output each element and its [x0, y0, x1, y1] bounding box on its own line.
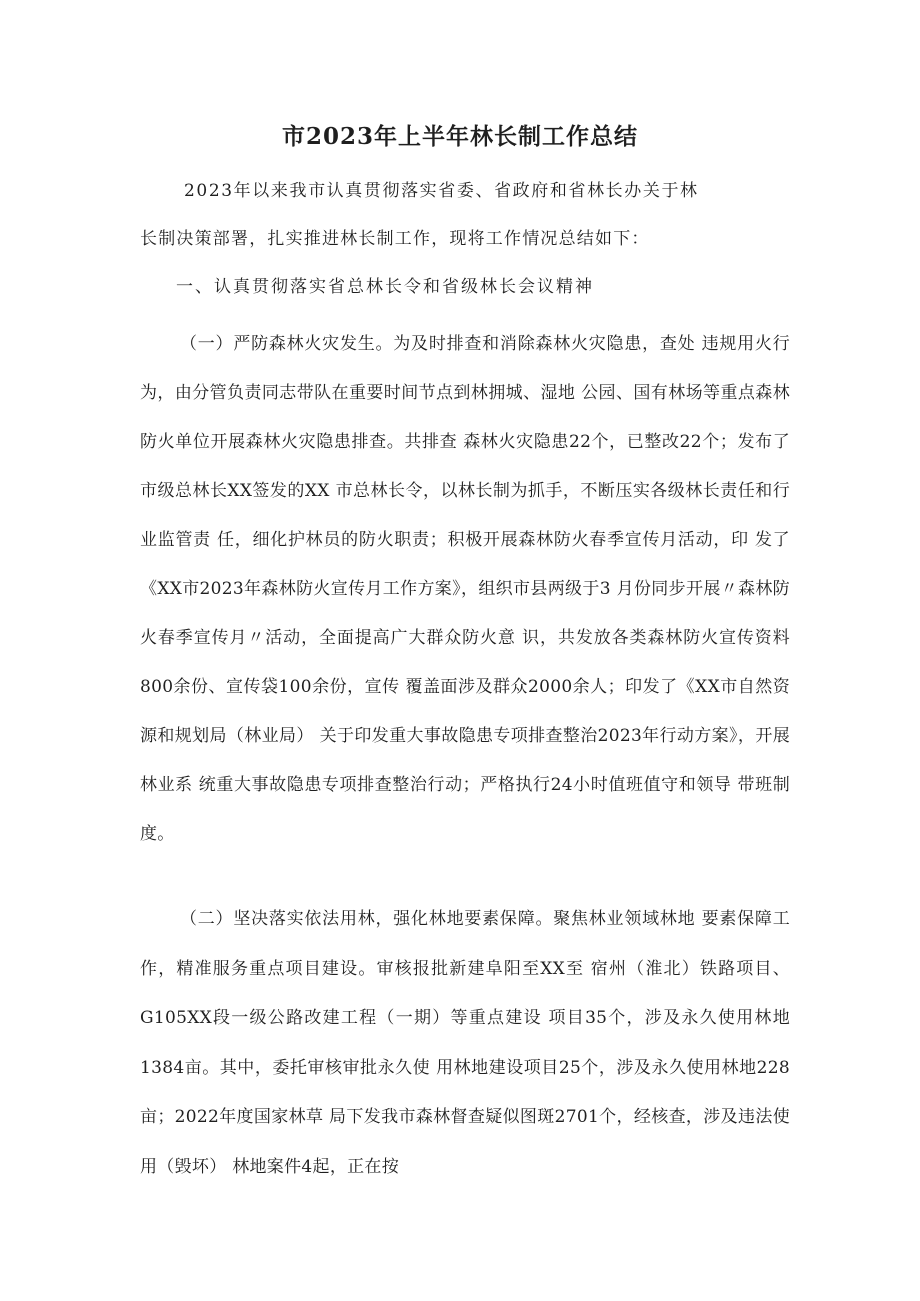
paragraph-fire-prevention: （一）严防森林火灾发生。为及时排查和消除森林火灾隐患，查处 违规用火行为，由分管负责同志带队在重要时间节点到林拥城、湿地 公园、国有林场等重点森林防火单位开展森林火灾隐患排查。共排查 森林火灾隐患22个，已整改22个；发布了市级总林长XX签发的XX 市总林长令，以林长制为抓手，不断压实各级林长责任和行业监管责 任，细化护林员的防火职责；积极开展森林防火春季宣传月活动，印 发了《XX市2023年森林防火宣传月工作方案》，组织市县两级于3 月份同步开展〃森林防火春季宣传月〃活动，全面提高广大群众防火意 识，共发放各类森林防火宣传资料800余份、宣传袋100余份，宣传 覆盖面涉及群众2000余人；印发了《XX市自然资源和规划局（林业局） 关于印发重大事故隐患专项排查整治2023年行动方案》，开展林业系 统重大事故隐患专项排查整治行动；严格执行24小时值班值守和领导 带班制度。: [140, 334, 790, 844]
section-1-heading: 一、认真贯彻落实省总林长令和省级林长会议精神: [176, 277, 594, 297]
paragraph-forest-land-use: （二）坚决落实依法用林，强化林地要素保障。聚焦林业领域林地 要素保障工作，精准服务重点项目建设。审核报批新建阜阳至XX至 宿州（淮北）铁路项目、G105XX段一级公路改建工程（一期）等重点建设 项目35个，涉及永久使用林地1384亩。其中，委托审核审批永久使 用林地建设项目25个，涉及永久使用林地228亩；2022年度国家林草 局下发我市森林督查疑似图斑2701个，经核查，涉及违法使用（毁坏） 林地案件4起，正在按: [140, 909, 790, 1177]
document-title: 市2023年上半年林长制工作总结: [281, 123, 638, 150]
intro-line-2: 长制决策部署，扎实推进林长制工作，现将工作情况总结如下：: [140, 229, 650, 249]
intro-line-1: 2023年以来我市认真贯彻落实省委、省政府和省林长办关于林: [184, 181, 699, 201]
